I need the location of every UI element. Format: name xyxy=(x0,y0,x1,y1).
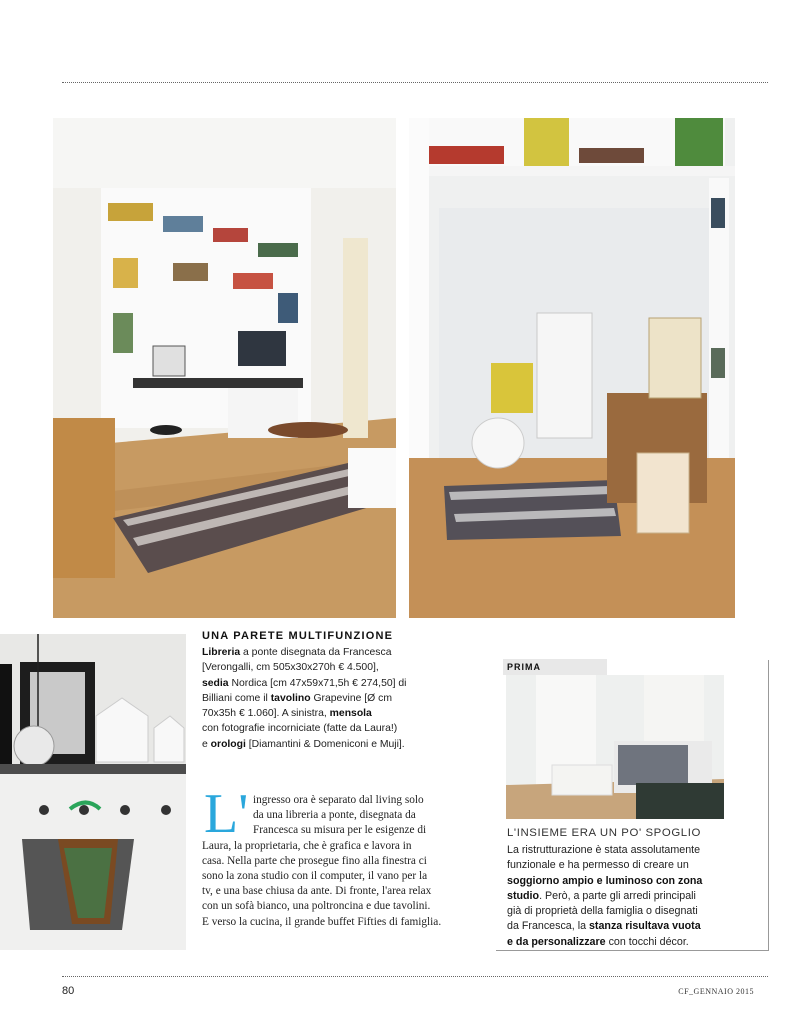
story-line: sono la zona studio con il computer, il vano per la xyxy=(202,870,428,883)
bottom-rule xyxy=(62,976,768,977)
before-photo xyxy=(506,675,724,819)
shelf-detail-photo xyxy=(0,634,186,950)
story-line: Francesca su misura per le esigenze di xyxy=(253,824,427,837)
story-text xyxy=(202,793,474,930)
top-rule xyxy=(62,82,768,83)
before-text: La ristrutturazione è stata assolutamente funzionale e ha permesso di creare un soggiorno ampio e luminoso con zona studio. Però, a parte gli arredi principali già di proprietà della famiglia o disegnati da Francesca, la stanza risultava vuota e da personalizzare con tocchi décor. xyxy=(507,844,703,948)
story-line: E verso la cucina, il grande buffet Fifties di famiglia. xyxy=(202,915,442,928)
corridor-photo xyxy=(409,118,735,618)
issue-footer: CF_GENNAIO 2015 xyxy=(678,987,754,996)
story-line: Laura, la proprietaria, che è grafica e lavora in xyxy=(202,839,412,852)
story-line: con un sofà bianco, una poltroncina e due tavolini. xyxy=(202,900,431,913)
living-room-photo xyxy=(53,118,396,618)
before-title: L'INSIEME ERA UN PO' SPOGLIO xyxy=(507,827,701,839)
page-number: 80 xyxy=(62,985,75,997)
before-label: PRIMA xyxy=(503,659,607,675)
story-line: tv, e una base chiusa da ante. Di fronte, l'area relax xyxy=(202,885,432,898)
story-line: da una libreria a ponte, disegnata da xyxy=(253,809,416,822)
story-line: casa. Nella parte che prosegue fino alla finestra ci xyxy=(202,854,427,867)
caption-title: UNA PARETE MULTIFUNZIONE xyxy=(202,630,394,642)
caption-body: Libreria a ponte disegnata da Francesca [Verongalli, cm 505x30x270h € 4.500], sedia Nordica [cm 47x59x71,5h € 274,50] di Billiani come il tavolino Grapevine [Ø cm 70x35h € 1.060]. A sinistra, mensola con fotografie incorniciate (fatte da Laura!) e orologi [Diamantini & Domeniconi e Muji]. xyxy=(202,647,407,750)
drop-cap: L' xyxy=(204,783,249,845)
story-line: ingresso ora è separato dal living solo xyxy=(253,794,424,806)
